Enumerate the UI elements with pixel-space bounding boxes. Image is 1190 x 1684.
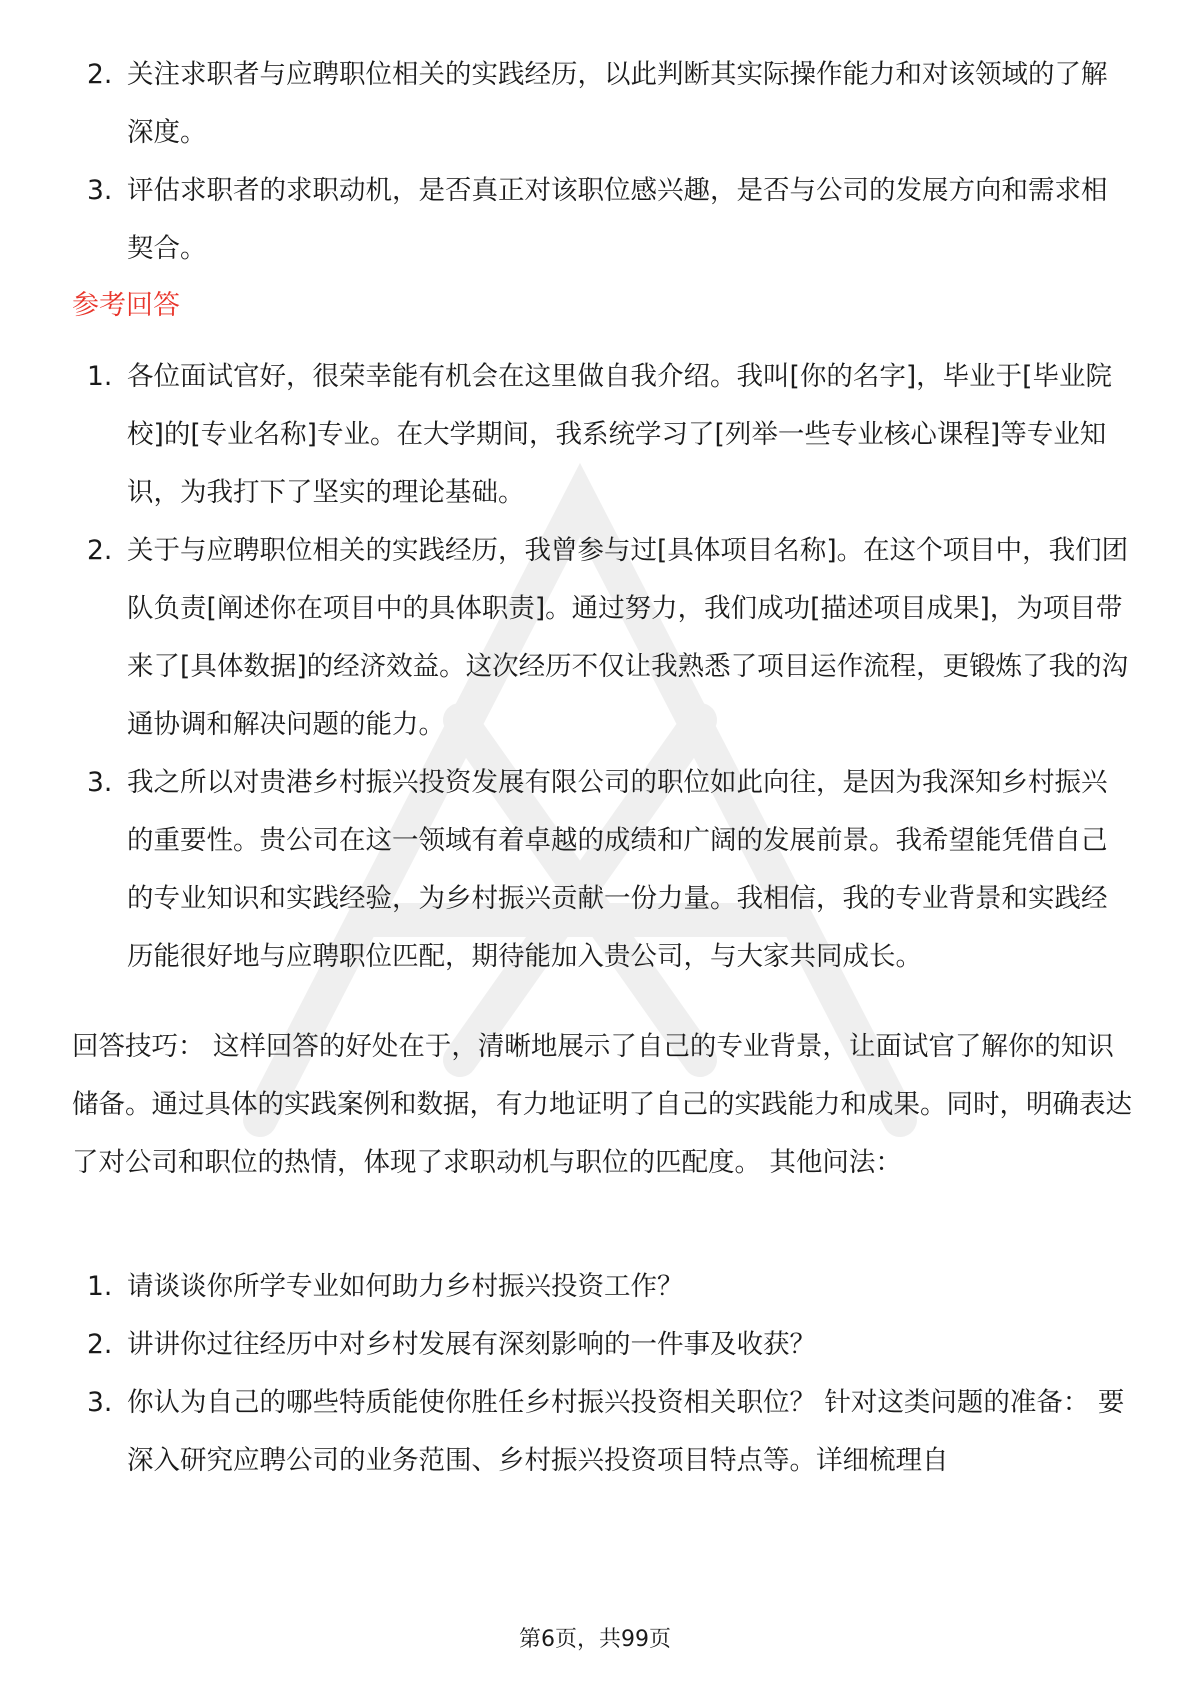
list-number: 3.: [87, 175, 113, 206]
list-number: 2.: [87, 535, 113, 566]
list-text: 你认为自己的哪些特质能使你胜任乡村振兴投资相关职位？ 针对这类问题的准备： 要深入研究应聘公司的业务范围、乡村振兴投资项目特点等。详细梳理自: [127, 1387, 1125, 1476]
list-number: 3.: [87, 1387, 113, 1418]
list-item: [72, 348, 1132, 522]
list-text: 讲讲你过往经历中对乡村发展有深刻影响的一件事及收获？: [127, 1329, 816, 1360]
list-item: [72, 522, 1132, 754]
list-item: [72, 1316, 1132, 1374]
list-number: 3.: [87, 767, 113, 798]
list-number: 1.: [87, 1271, 113, 1302]
answer-list: [72, 348, 1132, 986]
list-number: 1.: [87, 361, 113, 392]
list-item: [72, 1258, 1132, 1316]
other-questions-list: [72, 1258, 1132, 1490]
reference-answer-heading: 参考回答: [72, 290, 180, 321]
top-list: [72, 46, 1132, 278]
list-number: 2.: [87, 59, 113, 90]
list-text: 关注求职者与应聘职位相关的实践经历，以此判断其实际操作能力和对该领域的了解深度。: [127, 59, 1108, 148]
list-text: 评估求职者的求职动机，是否真正对该职位感兴趣，是否与公司的发展方向和需求相契合。: [127, 175, 1108, 264]
list-item: [72, 162, 1132, 278]
list-item: [72, 1374, 1132, 1490]
list-text: 关于与应聘职位相关的实践经历，我曾参与过[具体项目名称]。在这个项目中，我们团队负责[阐述你在项目中的具体职责]。通过努力，我们成功[描述项目成果]，为项目带来了[具体数据]的经济效益。这次经历不仅让我熟悉了项目运作流程，更锻炼了我的沟通协调和解决问题的能力。: [127, 535, 1129, 740]
list-number: 2.: [87, 1329, 113, 1360]
page-number-footer: 第6页，共99页: [519, 1627, 671, 1652]
list-text: 请谈谈你所学专业如何助力乡村振兴投资工作？: [127, 1271, 684, 1302]
list-item: [72, 754, 1132, 986]
answer-tips-paragraph: 回答技巧： 这样回答的好处在于，清晰地展示了自己的专业背景，让面试官了解你的知识储备。通过具体的实践案例和数据，有力地证明了自己的实践能力和成果。同时，明确表达了对公司和职位的热情，体现了求职动机与职位的匹配度。 其他问法：: [72, 1031, 1132, 1178]
list-text: 各位面试官好，很荣幸能有机会在这里做自我介绍。我叫[你的名字]，毕业于[毕业院校]的[专业名称]专业。在大学期间，我系统学习了[列举一些专业核心课程]等专业知识，为我打下了坚实的理论基础。: [127, 361, 1113, 508]
list-text: 我之所以对贵港乡村振兴投资发展有限公司的职位如此向往，是因为我深知乡村振兴的重要性。贵公司在这一领域有着卓越的成绩和广阔的发展前景。我希望能凭借自己的专业知识和实践经验，为乡村振兴贡献一份力量。我相信，我的专业背景和实践经历能很好地与应聘职位匹配，期待能加入贵公司，与大家共同成长。: [127, 767, 1108, 972]
list-item: [72, 46, 1132, 162]
